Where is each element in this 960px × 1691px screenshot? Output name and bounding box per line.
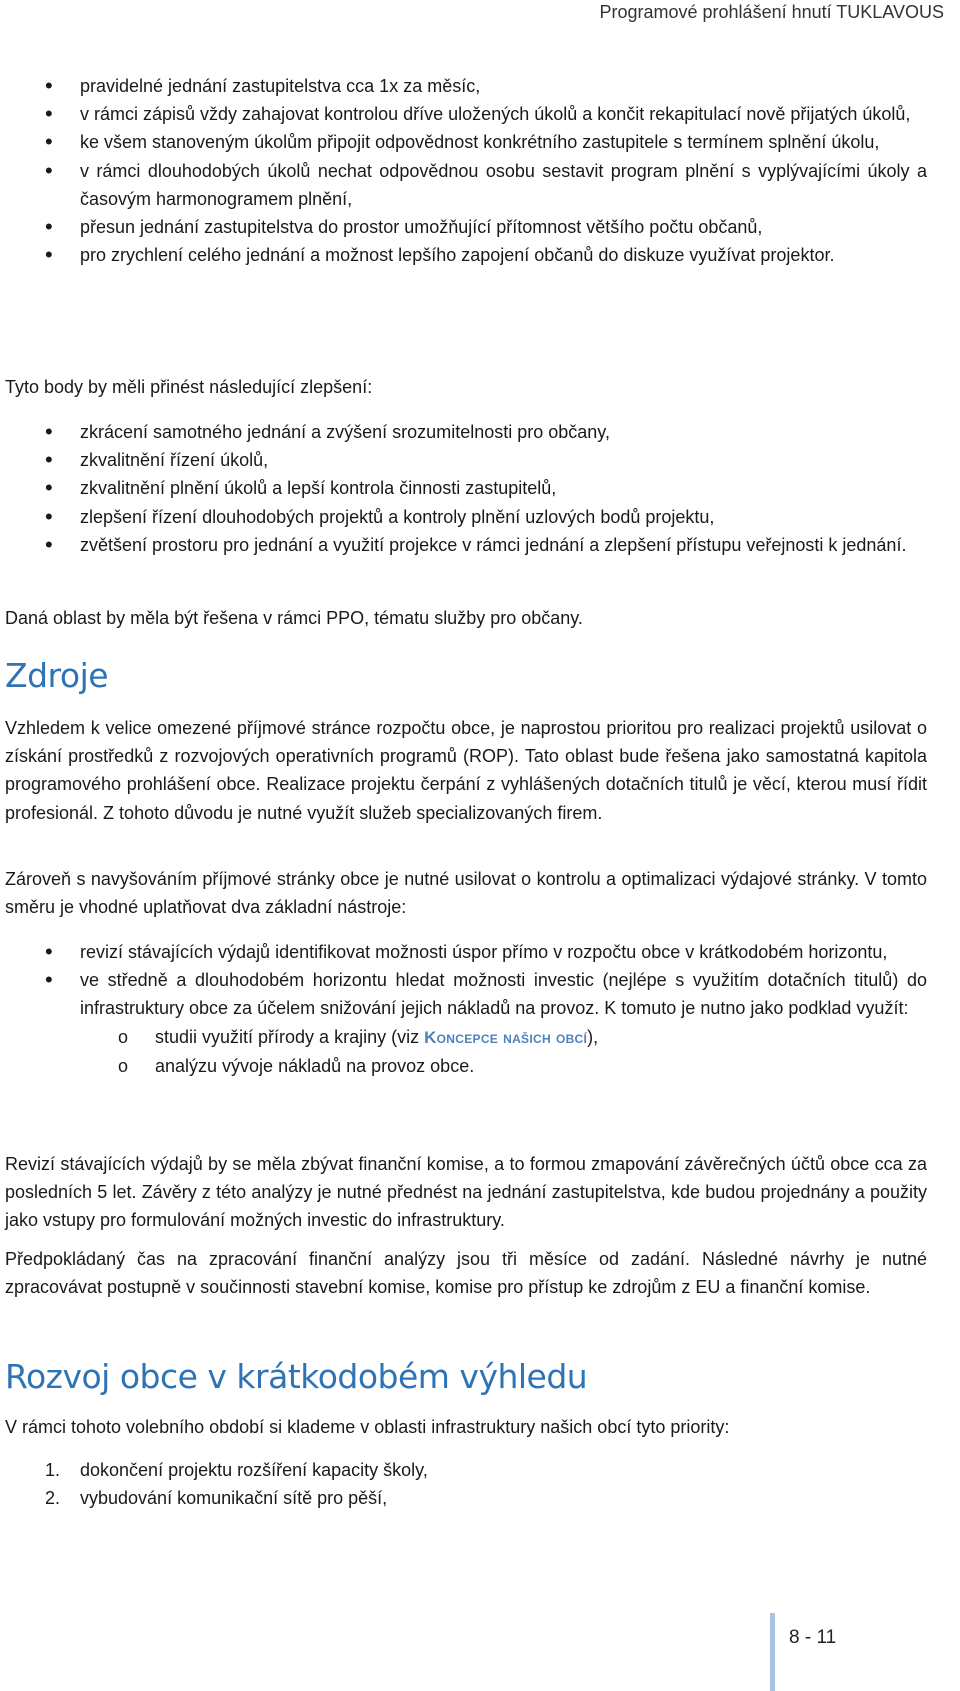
cas-paragraph: Předpokládaný čas na zpracování finanční analýzy jsou tři měsíce od zadání. Následné návrhy je nutné zpracovávat postupně v součinnosti stavební komise, komise pro přístup ke zdrojům z EU a finanční komise. — [5, 1249, 927, 1298]
improvements-list — [5, 418, 927, 559]
bullet-icon — [45, 418, 65, 447]
bullet-icon — [45, 213, 65, 242]
bullet-icon — [45, 100, 65, 129]
area-paragraph: Daná oblast by měla být řešena v rámci PPO, tématu služby pro občany. — [5, 608, 583, 628]
bullet-icon — [45, 531, 65, 560]
tools-sublist — [5, 1023, 927, 1080]
improvements-intro: Tyto body by měli přinést následující zlepšení: — [5, 377, 373, 397]
list-item: • ve středně a dlouhodobém horizontu hledat možnosti investic (nejlépe s využitím dotačních titulů) do infrastruktury obce za účelem snižování jejich nákladů na provoz. K tomuto je nutno jako podklad využít: — [5, 966, 927, 1022]
heading-rozvoj: Rozvoj obce v krátkodobém výhledu — [5, 1357, 588, 1396]
list-number: 1. — [45, 1460, 61, 1480]
list-item: • zvětšení prostoru pro jednání a využití projekce v rámci jednání a zlepšení přístupu veřejnosti k jednání. — [5, 531, 927, 559]
tools-list — [5, 938, 927, 1023]
bullet-icon — [45, 128, 65, 157]
list-item: • přesun jednání zastupitelstva do prostor umožňující přítomnost většího počtu občanů, — [5, 213, 927, 241]
page-footer — [770, 1613, 855, 1691]
sublist-item: o analýzu vývoje nákladů na provoz obce. — [5, 1052, 927, 1080]
list-item: • zlepšení řízení dlouhodobých projektů a kontroly plnění uzlových bodů projektu, — [5, 503, 927, 531]
heading-zdroje: Zdroje — [5, 656, 109, 695]
meeting-rules-list — [5, 72, 927, 269]
list-item: • revizí stávajících výdajů identifikovat možnosti úspor přímo v rozpočtu obce v krátkodobém horizontu, — [5, 938, 927, 966]
meeting-rules-section — [5, 72, 927, 269]
sublist-marker: o — [118, 1026, 129, 1047]
list-item: • ke všem stanoveným úkolům připojit odpovědnost konkrétního zastupitele s termínem splnění úkolu, — [5, 128, 927, 156]
bullet-icon — [45, 474, 65, 503]
bullet-icon — [45, 72, 65, 101]
zdroje-paragraph-1: Vzhledem k velice omezené příjmové stránce rozpočtu obce, je naprostou prioritou pro realizaci projektů usilovat o získání prostředků z rozvojových operativních programů (ROP). Tato oblast bude řešena jako samostatná kapitola programového prohlášení obce. Realizace projektu čerpání z vyhlášených dotačních titulů je věcí, kterou musí řídit profesionál. Z tohoto důvodu je nutné využít služeb specializovaných firem. — [5, 718, 927, 823]
rozvoj-paragraph: V rámci tohoto volebního období si klademe v oblasti infrastruktury našich obcí tyto priority: — [5, 1417, 730, 1437]
list-item: 2. vybudování komunikační sítě pro pěší, — [5, 1484, 927, 1512]
list-item: • v rámci dlouhodobých úkolů nechat odpovědnou osobu sestavit program plnění s vyplývajícími úkoly a časovým harmonogramem plnění, — [5, 157, 927, 213]
concept-link[interactable]: Koncepce našich obcí — [424, 1027, 588, 1047]
sublist-marker: o — [118, 1055, 129, 1076]
bullet-icon — [45, 966, 65, 995]
bullet-icon — [45, 503, 65, 532]
bullet-icon — [45, 241, 65, 270]
list-item: • zkvalitnění plnění úkolů a lepší kontrola činnosti zastupitelů, — [5, 474, 927, 502]
bullet-icon — [45, 446, 65, 475]
list-item: • pravidelné jednání zastupitelstva cca 1x za měsíc, — [5, 72, 927, 100]
improvements-section — [5, 418, 927, 559]
list-item: 1. dokončení projektu rozšíření kapacity školy, — [5, 1456, 927, 1484]
revize-paragraph: Revizí stávajících výdajů by se měla zbývat finanční komise, a to formou zmapování závěrečných účtů obce cca za posledních 5 let. Závěry z této analýzy je nutné přednést na jednání zastupitelstva, kde budou projednány a použity jako vstupy pro formulování možných investic do infrastruktury. — [5, 1154, 927, 1231]
tools-section — [5, 938, 927, 1080]
running-header: Programové prohlášení hnutí TUKLAVOUS — [599, 2, 944, 22]
list-number: 2. — [45, 1488, 61, 1509]
sublist-item: o studii využití přírody a krajiny (viz Koncepce našich obcí), — [5, 1023, 927, 1052]
zdroje-paragraph-2: Zároveň s navyšováním příjmové stránky obce je nutné usilovat o kontrolu a optimalizaci výdajové stránky. V tomto směru je vhodné uplatňovat dva základní nástroje: — [5, 869, 927, 918]
page-number: 8 - 11 — [789, 1627, 837, 1648]
priorities-list — [5, 1456, 927, 1512]
bullet-icon — [45, 938, 65, 967]
list-item: • zkrácení samotného jednání a zvýšení srozumitelnosti pro občany, — [5, 418, 927, 446]
bullet-icon — [45, 157, 65, 186]
priorities-section — [5, 1456, 927, 1512]
list-item: • zkvalitnění řízení úkolů, — [5, 446, 927, 474]
list-item: • pro zrychlení celého jednání a možnost lepšího zapojení občanů do diskuze využívat projektor. — [5, 241, 927, 269]
list-item: • v rámci zápisů vždy zahajovat kontrolou dříve uložených úkolů a končit rekapitulací nově přijatých úkolů, — [5, 100, 927, 128]
